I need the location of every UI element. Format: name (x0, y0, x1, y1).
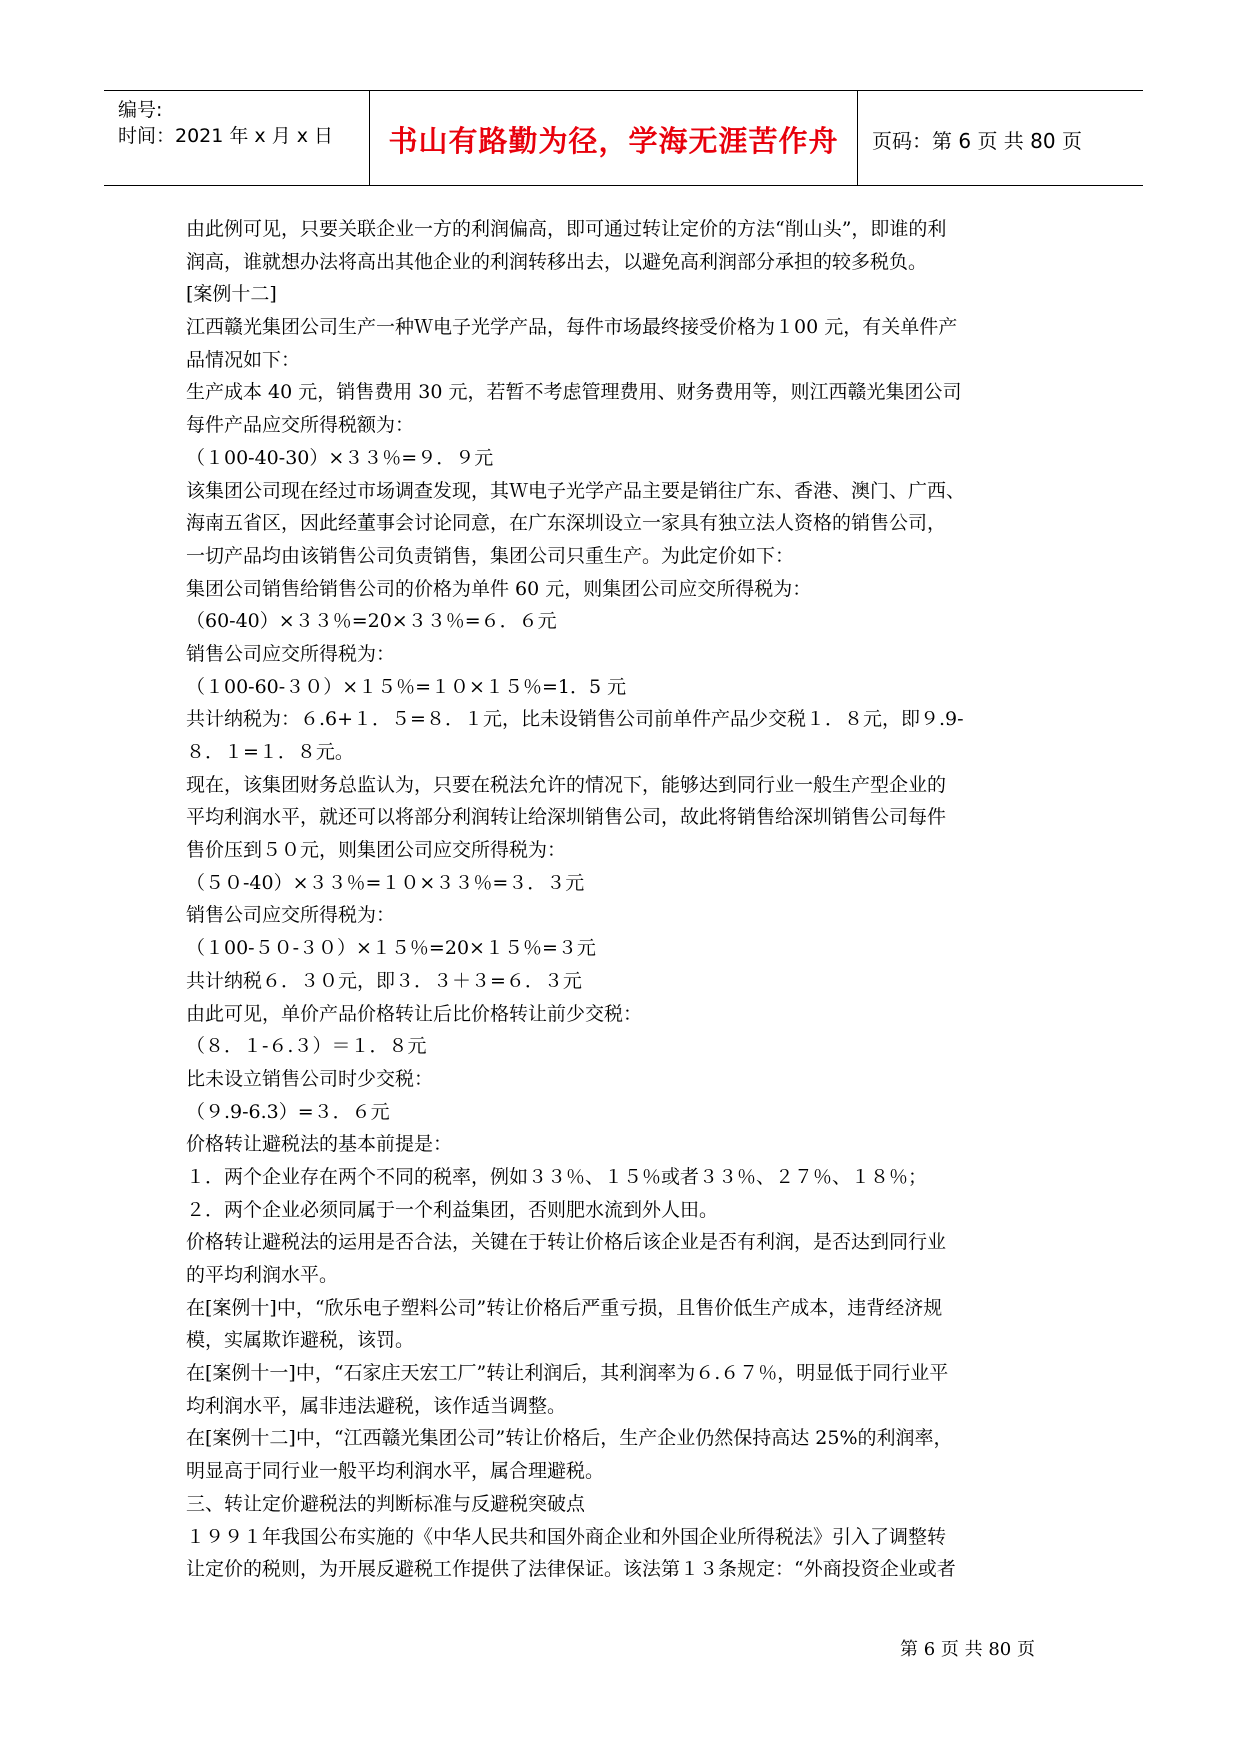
body-line: 海南五省区，因此经董事会讨论同意，在广东深圳设立一家具有独立法人资格的销售公司， (186, 512, 947, 535)
page-footer: 第 6 页 共 80 页 (900, 1639, 1035, 1660)
body-line: 共计纳税为：６.6+１．５=８．１元，比未设销售公司前单件产品少交税１．８元，即９.9- (186, 708, 964, 731)
body-line: （１00-５０-３０）×１５％=20×１５％=３元 (186, 937, 596, 960)
body-line: ２．两个企业必须同属于一个利益集团，否则肥水流到外人田。 (186, 1198, 719, 1221)
body-line: 在[案例十一]中，“石家庄天宏工厂”转让利润后，其利润率为６.６７％，明显低于同行业平 (186, 1362, 949, 1385)
body-line: 现在，该集团财务总监认为，只要在税法允许的情况下，能够达到同行业一般生产型企业的 (186, 773, 947, 796)
body-line: 在[案例十]中，“欣乐电子塑料公司”转让价格后严重亏损，且售价低生产成本，违背经济规 (186, 1296, 943, 1319)
body-line: 在[案例十二]中，“江西赣光集团公司”转让价格后，生产企业仍然保持高达 25%的利润率， (186, 1427, 953, 1450)
body-line: 价格转让避税法的基本前提是： (186, 1133, 453, 1156)
document-body (186, 213, 1086, 1586)
body-line: （60-40）×３３％=20×３３％=６．６元 (186, 610, 557, 633)
body-line: 售价压到５０元，则集团公司应交所得税为： (186, 839, 567, 862)
page-header (104, 90, 1143, 186)
body-line: （５０-40）×３３％=１０×３３％=３．３元 (186, 871, 585, 894)
body-line: 均利润水平，属非违法避税，该作适当调整。 (186, 1394, 567, 1417)
body-line: 江西赣光集团公司生产一种Ｗ电子光学产品，每件市场最终接受价格为１00 元，有关单件产 (186, 316, 958, 339)
motto-text: 书山有路勤为径，学海无涯苦作舟 (388, 124, 839, 158)
body-line: 平均利润水平，就还可以将部分利润转让给深圳销售公司，故此将销售给深圳销售公司每件 (186, 806, 947, 829)
body-line: （９.9-6.3）=３．６元 (186, 1100, 390, 1123)
body-line: 比未设立销售公司时少交税： (186, 1067, 434, 1090)
body-line: 由此可见，单价产品价格转让后比价格转让前少交税： (186, 1002, 643, 1025)
body-line: 价格转让避税法的运用是否合法，关键在于转让价格后该企业是否有利润，是否达到同行业 (186, 1231, 947, 1254)
body-line: 生产成本 40 元，销售费用 30 元，若暂不考虑管理费用、财务费用等，则江西赣光集团公司 (186, 381, 962, 404)
body-line: １．两个企业存在两个不同的税率，例如３３％、１５％或者３３％、２７％、１８％； (186, 1165, 928, 1188)
body-line: （８．１-６.３）＝１．８元 (186, 1035, 427, 1058)
serial-label: 编号: (118, 99, 163, 121)
body-line: 三、转让定价避税法的判断标准与反避税突破点 (186, 1492, 586, 1515)
body-line: [案例十二] (186, 283, 277, 306)
body-line: 品情况如下： (186, 348, 301, 371)
body-line: ８．１=１．８元。 (186, 741, 354, 763)
page-code: 页码：第 6 页 共 80 页 (872, 129, 1082, 153)
body-line: 润高，谁就想办法将高出其他企业的利润转移出去，以避免高利润部分承担的较多税负。 (186, 250, 928, 273)
body-line: 明显高于同行业一般平均利润水平，属合理避税。 (186, 1460, 605, 1483)
body-line: 的平均利润水平。 (186, 1264, 339, 1286)
body-line: 每件产品应交所得税额为： (186, 414, 415, 437)
body-line: 由此例可见，只要关联企业一方的利润偏高，即可通过转让定价的方法“削山头”，即谁的利 (186, 218, 947, 240)
header-info-cell (104, 91, 370, 185)
body-line: 让定价的税则，为开展反避税工作提供了法律保证。该法第１３条规定：“外商投资企业或者 (186, 1558, 956, 1581)
body-line: 共计纳税６．３０元，即３．３＋３=６．３元 (186, 969, 582, 992)
body-line: 集团公司销售给销售公司的价格为单件 60 元，则集团公司应交所得税为： (186, 577, 812, 600)
body-line: 模，实属欺诈避税，该罚。 (186, 1329, 415, 1352)
body-line: １９９１年我国公布实施的《中华人民共和国外商企业和外国企业所得税法》引入了调整转 (186, 1525, 947, 1548)
body-line: 一切产品均由该销售公司负责销售，集团公司只重生产。为此定价如下： (186, 544, 795, 567)
body-line: （１00-60-３０）×１５％=１０×１５％=1．5 元 (186, 675, 627, 698)
body-line: 销售公司应交所得税为： (186, 904, 396, 927)
body-line: （１00-40-30）×３３％=９．９元 (186, 446, 494, 469)
header-page-cell (858, 91, 1143, 185)
body-line: 销售公司应交所得税为： (186, 642, 396, 665)
header-motto-cell (370, 91, 858, 185)
time-label: 时间：2021 年 x 月 x 日 (118, 125, 334, 147)
body-line: 该集团公司现在经过市场调查发现，其Ｗ电子光学产品主要是销往广东、香港、澳门、广西、 (186, 479, 966, 502)
